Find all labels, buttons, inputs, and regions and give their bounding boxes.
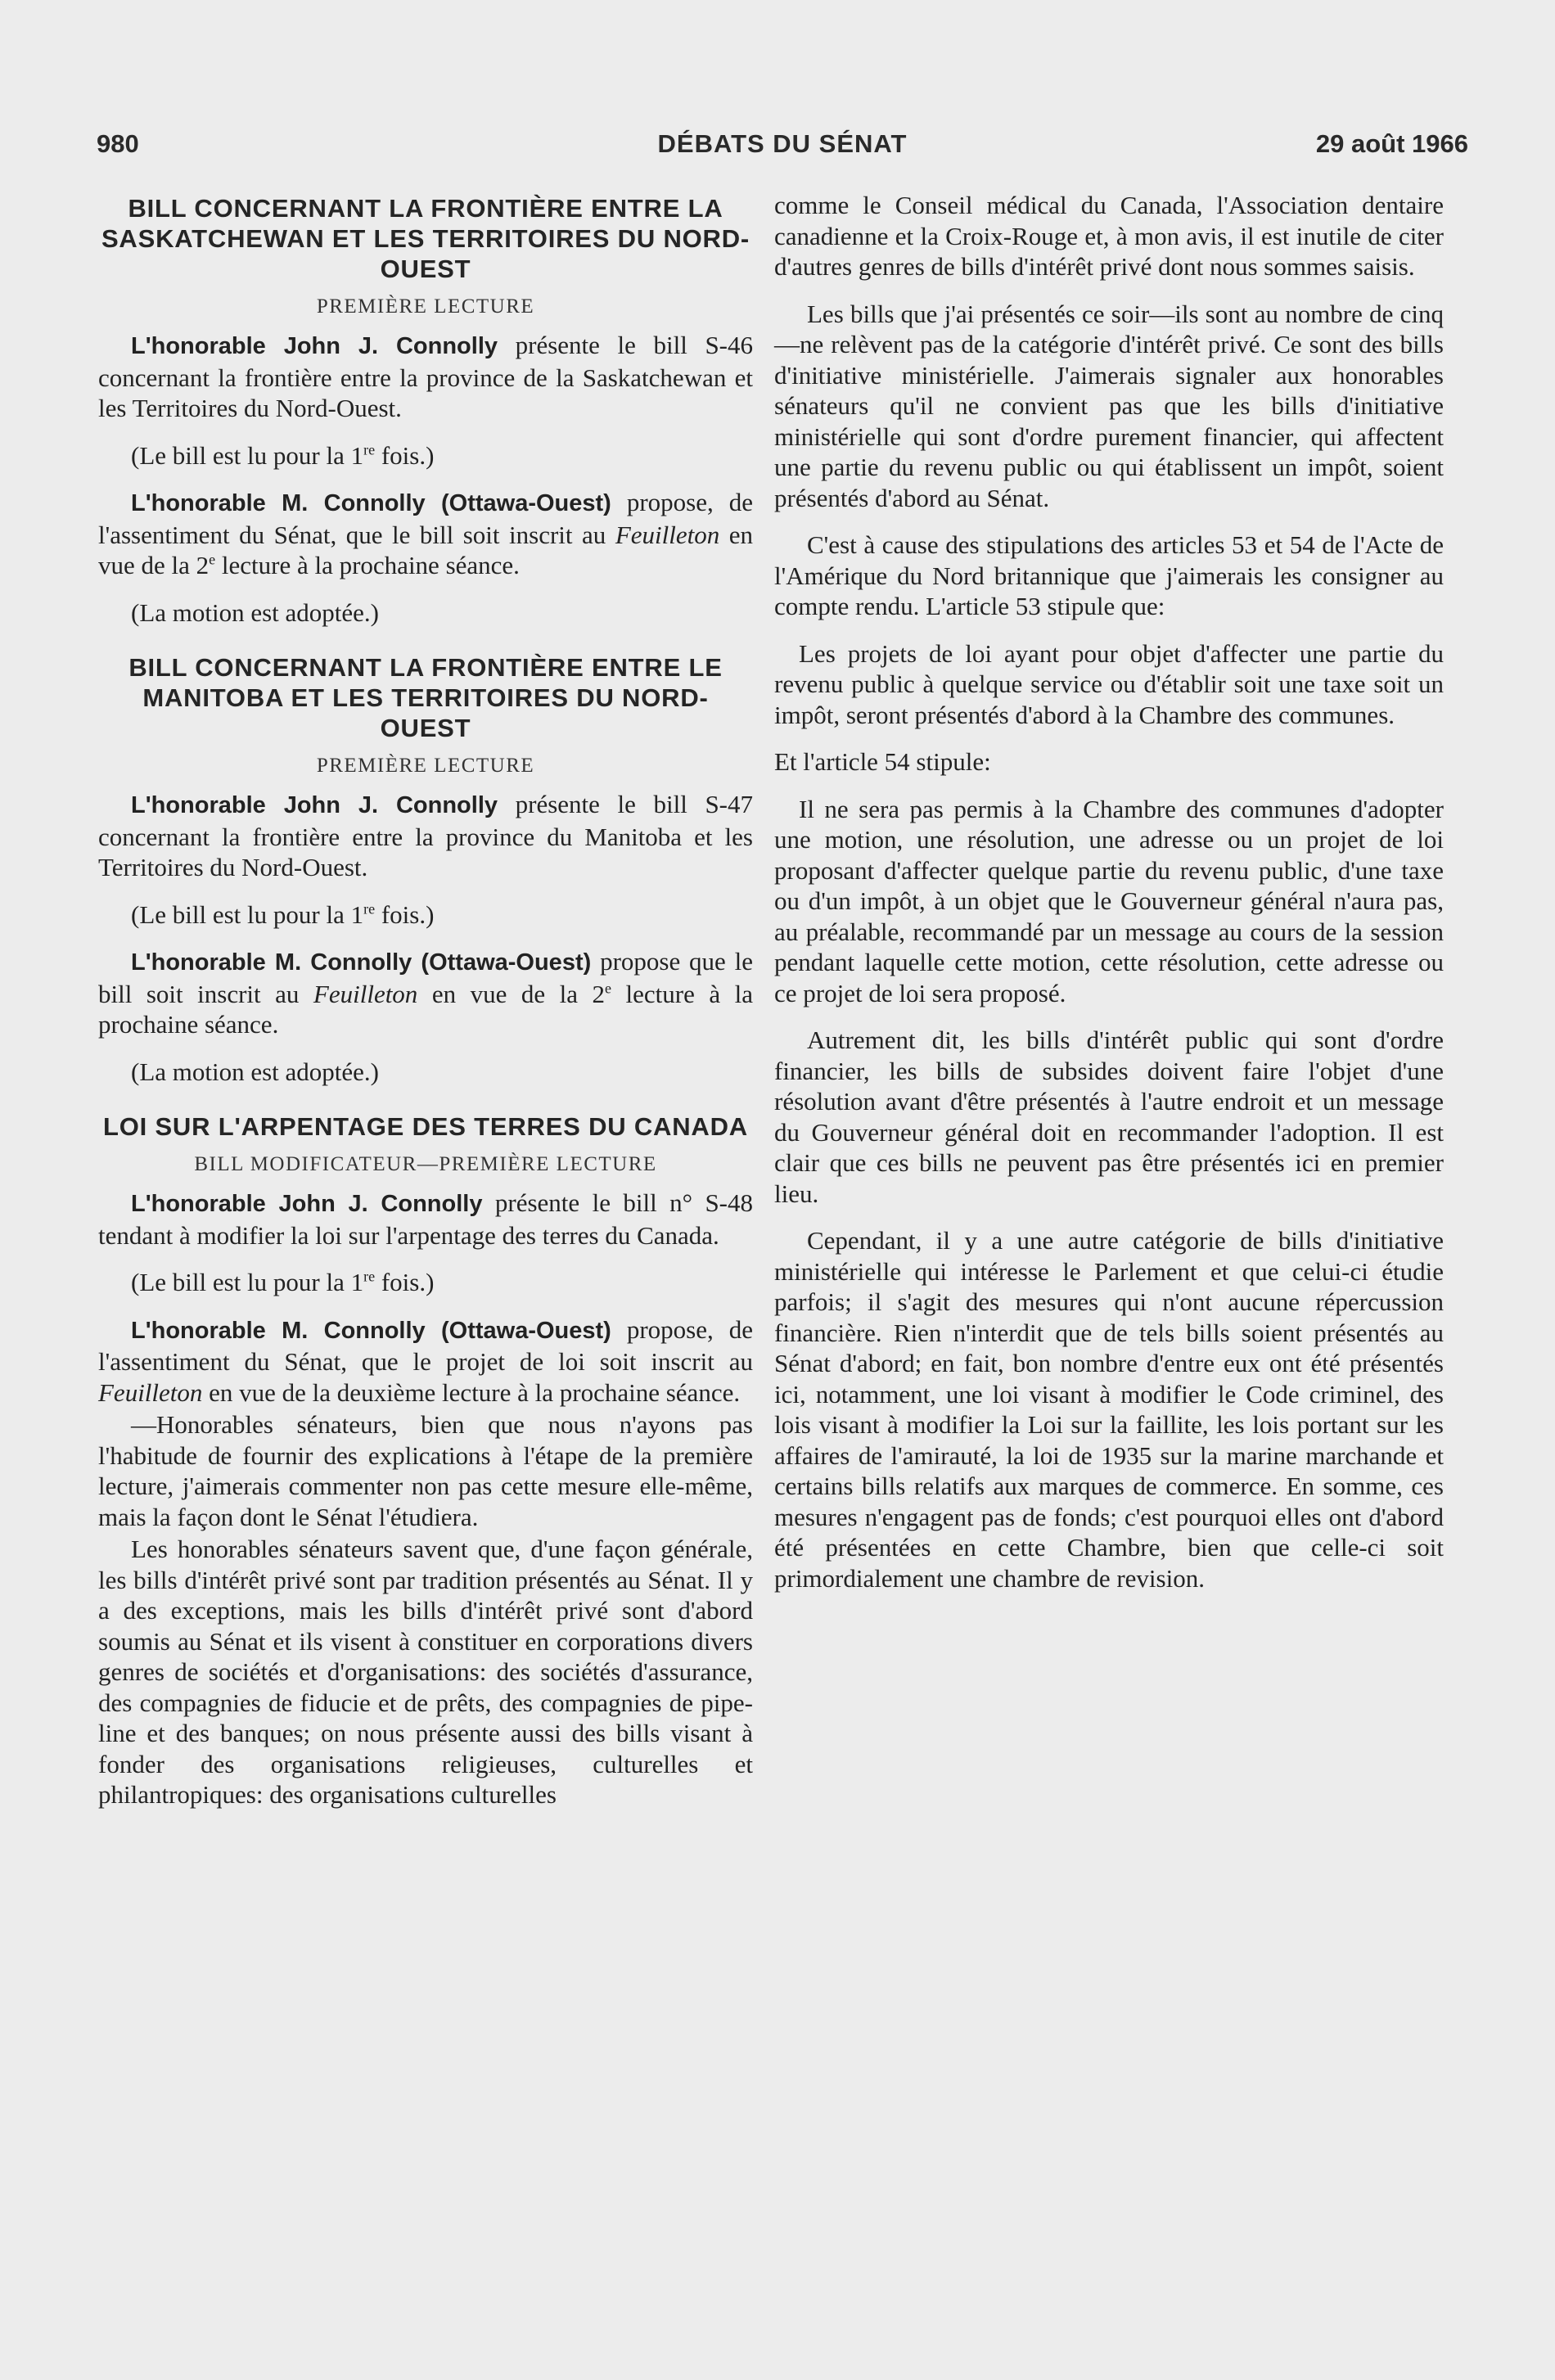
paragraph: L'honorable John J. Connolly présente le bill n° S-48 tendant à modifier la loi sur l'arpentage des terres du Canada. xyxy=(98,1188,754,1250)
section-heading: LOI SUR L'ARPENTAGE DES TERRES DU CANADA xyxy=(102,1112,748,1141)
left-column xyxy=(98,190,753,1827)
speaker-name: L'honorable John J. Connolly xyxy=(131,792,498,818)
paragraph: L'honorable M. Connolly (Ottawa-Ouest) propose, de l'assentiment du Sénat, que le bill soit inscrit au Feuilleton en vue de la 2e lecture à la prochaine séance. xyxy=(98,488,753,579)
issue-date: 29 août 1966 xyxy=(1315,129,1468,158)
speaker-name: L'honorable John J. Connolly xyxy=(131,1191,483,1217)
paragraph: L'honorable John J. Connolly présente le bill S-47 concernant la frontière entre la province du Manitoba et les Territoires du Nord-Ouest. xyxy=(98,790,754,881)
paragraph: (La motion est adoptée.) xyxy=(131,597,380,627)
speaker-name: L'honorable M. Connolly (Ottawa-Ouest) xyxy=(131,490,611,516)
paragraph: L'honorable John J. Connolly présente le bill S-46 concernant la frontière entre la province de la Saskatchewan et les Territoires du Nord-Ouest. xyxy=(98,331,754,422)
speaker-name: L'honorable John J. Connolly xyxy=(131,333,498,359)
paragraph: —Honorables sénateurs, bien que nous n'ayons pas l'habitude de fournir des explications à l'étape de la première lecture, j'aimerais commenter non pas cette mesure elle-même, mais la façon dont le Sénat l'étudiera. xyxy=(98,1410,753,1531)
section-subheading: BILL MODIFICATEUR—PREMIÈRE LECTURE xyxy=(194,1153,657,1175)
paragraph: Les honorables sénateurs savent que, d'une façon générale, les bills d'intérêt privé sont par tradition présentés au Sénat. Il y a des exceptions, mais les bills d'intérêt privé sont d'abord soumis au Sénat et ils visent à constituer en corporations divers genres de sociétés et d'organisations: des sociétés d'assurance, des compagnies de fiducie et de prêts, des compagnies de pipe-line et des banques; on nous présente aussi des bills visant à fonder des organisations religieuses, culturelles et philantropiques: des organisations culturelles xyxy=(98,1535,753,1809)
publication-title: DÉBATS DU SÉNAT xyxy=(657,129,908,158)
paragraph: L'honorable M. Connolly (Ottawa-Ouest) propose, de l'assentiment du Sénat, que le projet de loi soit inscrit au Feuilleton en vue de la deuxième lecture à la prochaine séance. xyxy=(98,1314,753,1407)
paragraph: (Le bill est lu pour la 1re fois.) xyxy=(131,1268,435,1296)
page-number: 980 xyxy=(97,129,139,158)
quoted-article: Il ne sera pas permis à la Chambre des communes d'adopter une motion, une résolution, une adresse ou un projet de loi proposant d'affecter quelque partie du revenu public, d'une taxe ou d'un impôt, à un objet que le Gouverneur général n'aura pas, au préalable, recommandé par un message au cours de la session pendant laquelle cette motion, cette résolution, cette adresse ou ce projet de loi sera proposé. xyxy=(774,794,1444,1007)
speaker-name: L'honorable M. Connolly (Ottawa-Ouest) xyxy=(131,1317,611,1344)
paragraph: C'est à cause des stipulations des articles 53 et 54 de l'Acte de l'Amérique du Nord britannique que j'aimerais les consigner au compte rendu. L'article 53 stipule que: xyxy=(774,530,1444,620)
paragraph: (Le bill est lu pour la 1re fois.) xyxy=(131,440,435,470)
paragraph: Autrement dit, les bills d'intérêt public qui sont d'ordre financier, les bills de subsides doivent faire l'objet d'une résolution avant d'être présentés à l'autre endroit et un message du Gouverneur général doit en recommander l'adoption. Il est clair que ces bills ne peuvent pas être présentés ici en premier lieu. xyxy=(774,1025,1444,1208)
paragraph: Cependant, il y a une autre catégorie de bills d'initiative ministérielle qui intéresse le Parlement et que celui-ci étudie parfois; il s'agit des mesures qui n'ont aucune répercussion financière. Rien n'interdit que de tels bills soient présentés au Sénat d'abord; en fait, bon nombre d'entre eux ont été présentés ici, notamment, une loi visant à modifier le Code criminel, des lois visant à modifier la Loi sur la faillite, les lois portant sur les affaires de l'amirauté, la loi de 1935 sur la marine marchande et certains bills relatifs aux marques de commerce. En somme, ces mesures n'engagent pas de fonds; c'est pourquoi elles ont d'abord été présentées en cette Chambre, bien que celle-ci soit primordialement une chambre de revision. xyxy=(774,1226,1444,1593)
paragraph: Les bills que j'ai présentés ce soir—ils sont au nombre de cinq—ne relèvent pas de la catégorie d'intérêt privé. Ce sont des bills d'initiative ministérielle. J'aimerais signaler aux honorables sénateurs qu'il ne convient pas que les bills d'initiative ministérielle qui sont d'ordre purement financier, qui affectent une partie du revenu public ou qui établissent un impôt, soient présentés d'abord au Sénat. xyxy=(774,299,1444,512)
quoted-article: Les projets de loi ayant pour objet d'affecter une partie du revenu public à quelque service ou d'établir soit une taxe soit un impôt, seront présentés d'abord à la Chambre des communes. xyxy=(774,638,1444,729)
paragraph: comme le Conseil médical du Canada, l'Association dentaire canadienne et la Croix-Rouge et, à mon avis, il est inutile de citer d'autres genres de bills d'intérêt privé dont nous sommes saisis. xyxy=(774,191,1444,281)
paragraph: Et l'article 54 stipule: xyxy=(774,747,991,776)
paragraph: L'honorable M. Connolly (Ottawa-Ouest) propose que le bill soit inscrit au Feuilleton en vue de la 2e lecture à la prochaine séance. xyxy=(98,947,753,1039)
paragraph: (La motion est adoptée.) xyxy=(131,1057,380,1086)
section-heading: BILL CONCERNANT LA FRONTIÈRE ENTRE LE MANITOBA ET LES TERRITOIRES DU NORD-OUEST xyxy=(128,653,723,742)
section-subheading: PREMIÈRE LECTURE xyxy=(316,295,535,318)
speaker-name: L'honorable M. Connolly (Ottawa-Ouest) xyxy=(131,949,592,976)
section-subheading: PREMIÈRE LECTURE xyxy=(316,755,535,777)
paragraph: (Le bill est lu pour la 1re fois.) xyxy=(131,899,435,929)
section-heading: BILL CONCERNANT LA FRONTIÈRE ENTRE LA SASKATCHEWAN ET LES TERRITOIRES DU NORD-OUEST xyxy=(101,194,750,283)
right-column xyxy=(774,190,1444,1610)
page-header xyxy=(97,123,1468,172)
